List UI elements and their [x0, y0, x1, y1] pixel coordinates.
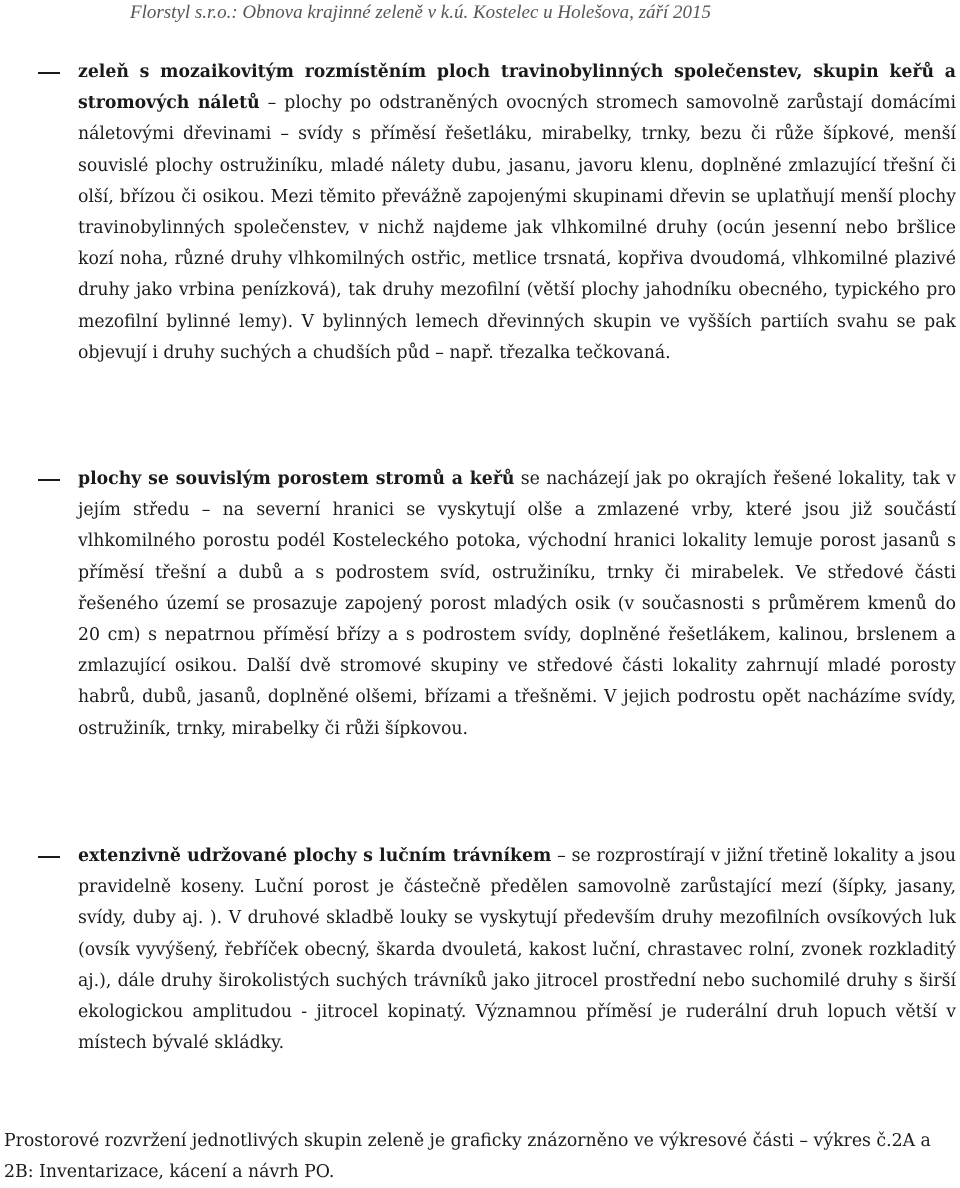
item-body: – se rozprostírají v jižní třetině lokality a jsou pravidelně koseny. Luční porost je částečně předělen samovolně zarůstající mezí (šípky, jasany, svídy, duby aj. ). V druhové skladbě louky se vyskytují především druhy mezofilních ovsíkových luk (ovsík vyvýšený, řebříček obecný, škarda dvouletá, kakost luční, chrastavec rolní, zvonek rozkladitý aj.), dále druhy širokolistých suchých trávníků jako jitrocel prostřední nebo suchomilé druhy s širší ekologickou amplitudou - jitrocel kopinatý. Významnou příměsí je ruderální druh lopuch větší v místech bývalé skládky. [78, 846, 956, 1054]
item-body: – plochy po odstraněných ovocných stromech samovolně zarůstají domácími náletovými dřevinami – svídy s příměsí řešetláku, mirabelky, trnky, bezu či růže šípkové, menší souvislé plochy ostružiníku, mladé nálety dubu, jasanu, javoru klenu, doplněné zmlazující třešní či olší, břízou či osikou. Mezi těmito převážně zapojenými skupinami dřevin se uplatňují menší plochy travinobylinných společenstev, v nichž najdeme jak vlhkomilné druhy (ocún jesenní nebo bršlice kozí noha, různé druhy vlhkomilných ostřic, metlice trsnatá, kopřiva dvoudomá, vlhkomilné plazivé druhy jako vrbina penízková), tak druhy mezofilní (větší plochy jahodníku obecného, typického pro mezofilní bylinné lemy). V bylinných lemech dřevinných skupin ve vyšších partiích svahu se pak objevují i druhy suchých a chudších půd – např. třezalka tečkovaná. [78, 93, 957, 363]
list-item-meadow-lawn [78, 841, 956, 1059]
item-body: se nacházejí jak po okrajích řešené lokality, tak v jejím středu – na severní hranici se vyskytují olše a zmlazené vrby, které jsou již součástí vlhkomilného porostu podél Kosteleckého potoka, východní hranici lokality lemuje porost jasanů s příměsí třešní a dubů a s podrostem svíd, ostružiníku, trnky či mirabelek. Ve středové části řešeného území se prosazuje zapojený porost mladých osik (v současnosti s průměrem kmenů do 20 cm) s nepatrnou příměsí břízy a s podrostem svídy, doplněné řešetlákem, kalinou, brslenem a zmlazující osikou. Další dvě stromové skupiny ve středové části lokality zahrnují mladé porosty habrů, dubů, jasanů, doplněné olšemi, břízami a třešněmi. V jejich podrostu opět nacházíme svídy, ostružiník, trnky, mirabelky či růži šípkovou. [78, 469, 956, 739]
item-title: extenzivně udržované plochy s lučním trávníkem [78, 846, 552, 866]
footer-paragraph: Prostorové rozvržení jednotlivých skupin zeleně je graficky znázorněno ve výkresové části – výkres č.2A a 2B: Inventarizace, kácení a návrh PO. [4, 1131, 931, 1182]
item-title: plochy se souvislým porostem stromů a keřů [78, 469, 515, 489]
list-item-mosaic-greenery [78, 57, 956, 369]
document-header: Florstyl s.r.o.: Obnova krajinné zeleně v k.ú. Kostelec u Holešova, září 2015 [130, 2, 711, 23]
item-title: zeleň s mozaikovitým rozmístěním ploch travinobylinných společenstev, skupin keřů a stromových náletů [78, 62, 956, 114]
list-item-tree-shrub-cover [78, 464, 956, 745]
dash-bullet [38, 72, 60, 74]
dash-bullet [38, 856, 60, 858]
dash-bullet [38, 479, 60, 481]
